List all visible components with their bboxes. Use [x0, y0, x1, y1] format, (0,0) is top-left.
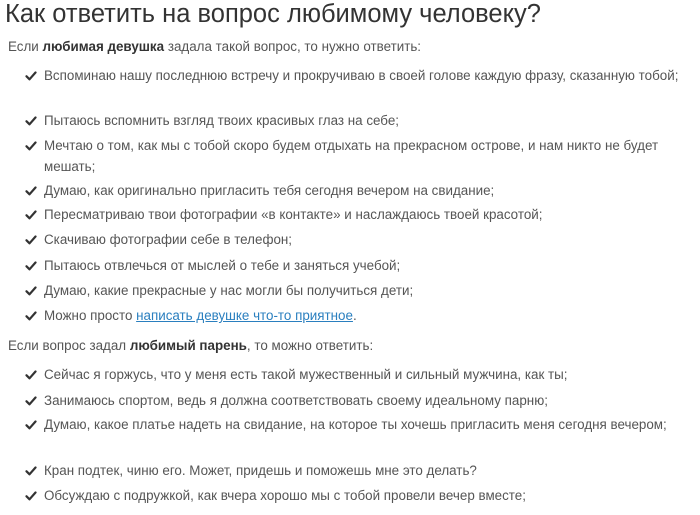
list-item-text: Обсуждаю с подружкой, как вчера хорошо мы с тобой провели вечер вместе;	[44, 488, 526, 503]
list-item-text: Занимаюсь спортом, ведь я должна соответствовать своему идеальному парню;	[44, 393, 548, 408]
list-item-text: Скачиваю фотографии себе в телефон;	[44, 232, 293, 247]
list-item-text: Пытаюсь отвлечься от мыслей о тебе и заняться учебой;	[44, 258, 401, 273]
checkmark-icon	[25, 140, 37, 154]
list-item-text: Вспоминаю нашу последнюю встречу и прокручиваю в своей голове каждую фразу, сказанную тобой;	[44, 68, 679, 83]
list-item-text: Кран подтек, чиню его. Может, придешь и поможешь мне это делать?	[44, 463, 477, 478]
checkmark-icon	[25, 260, 37, 274]
checkmark-icon	[25, 185, 37, 199]
checkmark-icon	[25, 369, 37, 383]
checkmark-icon	[25, 209, 37, 223]
list-item-text-segment: .	[352, 308, 357, 323]
list-item-text-segment: Можно просто	[44, 308, 137, 323]
list-item-text: Пытаюсь вспомнить взгляд твоих красивых глаз на себе;	[44, 113, 399, 128]
list-item-text: Думаю, как оригинально пригласить тебя сегодня вечером на свидание;	[44, 183, 495, 198]
checkmark-icon	[25, 395, 37, 409]
checkmark-icon	[25, 490, 37, 504]
checkmark-icon	[25, 115, 37, 129]
checkmark-icon	[25, 70, 37, 84]
section-intro-girlfriend	[8, 37, 421, 57]
page-title: Как ответить на вопрос любимому человеку?	[5, 0, 541, 28]
intro-text: , то можно ответить:	[246, 338, 374, 353]
list-item-text: Сейчас я горжусь, что у меня есть такой мужественный и сильный мужчина, как ты;	[44, 367, 568, 382]
intro-text: Если	[8, 39, 43, 54]
list-item-text: Мечтаю о том, как мы с тобой скоро будем отдыхать на прекрасном острове, и нам никто не будет мешать;	[44, 138, 659, 174]
intro-emphasis: любимый парень	[129, 338, 247, 353]
compliment-article-link[interactable]: написать девушке что-то приятное	[136, 308, 353, 323]
checkmark-icon	[25, 465, 37, 479]
checkmark-icon	[25, 310, 37, 324]
list-item-text: Думаю, какое платье надеть на свидание, на которое ты хочешь пригласить меня сегодня вечером;	[44, 417, 667, 432]
checkmark-icon	[25, 285, 37, 299]
intro-emphasis: любимая девушка	[42, 39, 165, 54]
intro-text: задала такой вопрос, то нужно ответить:	[164, 39, 422, 54]
checkmark-icon	[25, 419, 37, 433]
list-item-text: Пересматриваю твои фотографии «в контакте» и наслаждаюсь твоей красотой;	[44, 207, 543, 222]
list-item-text: Думаю, какие прекрасные у нас могли бы получиться дети;	[44, 283, 414, 298]
section-intro-boyfriend	[8, 336, 373, 356]
checkmark-icon	[25, 234, 37, 248]
intro-text: Если вопрос задал	[8, 338, 130, 353]
list-item-text	[44, 306, 698, 327]
